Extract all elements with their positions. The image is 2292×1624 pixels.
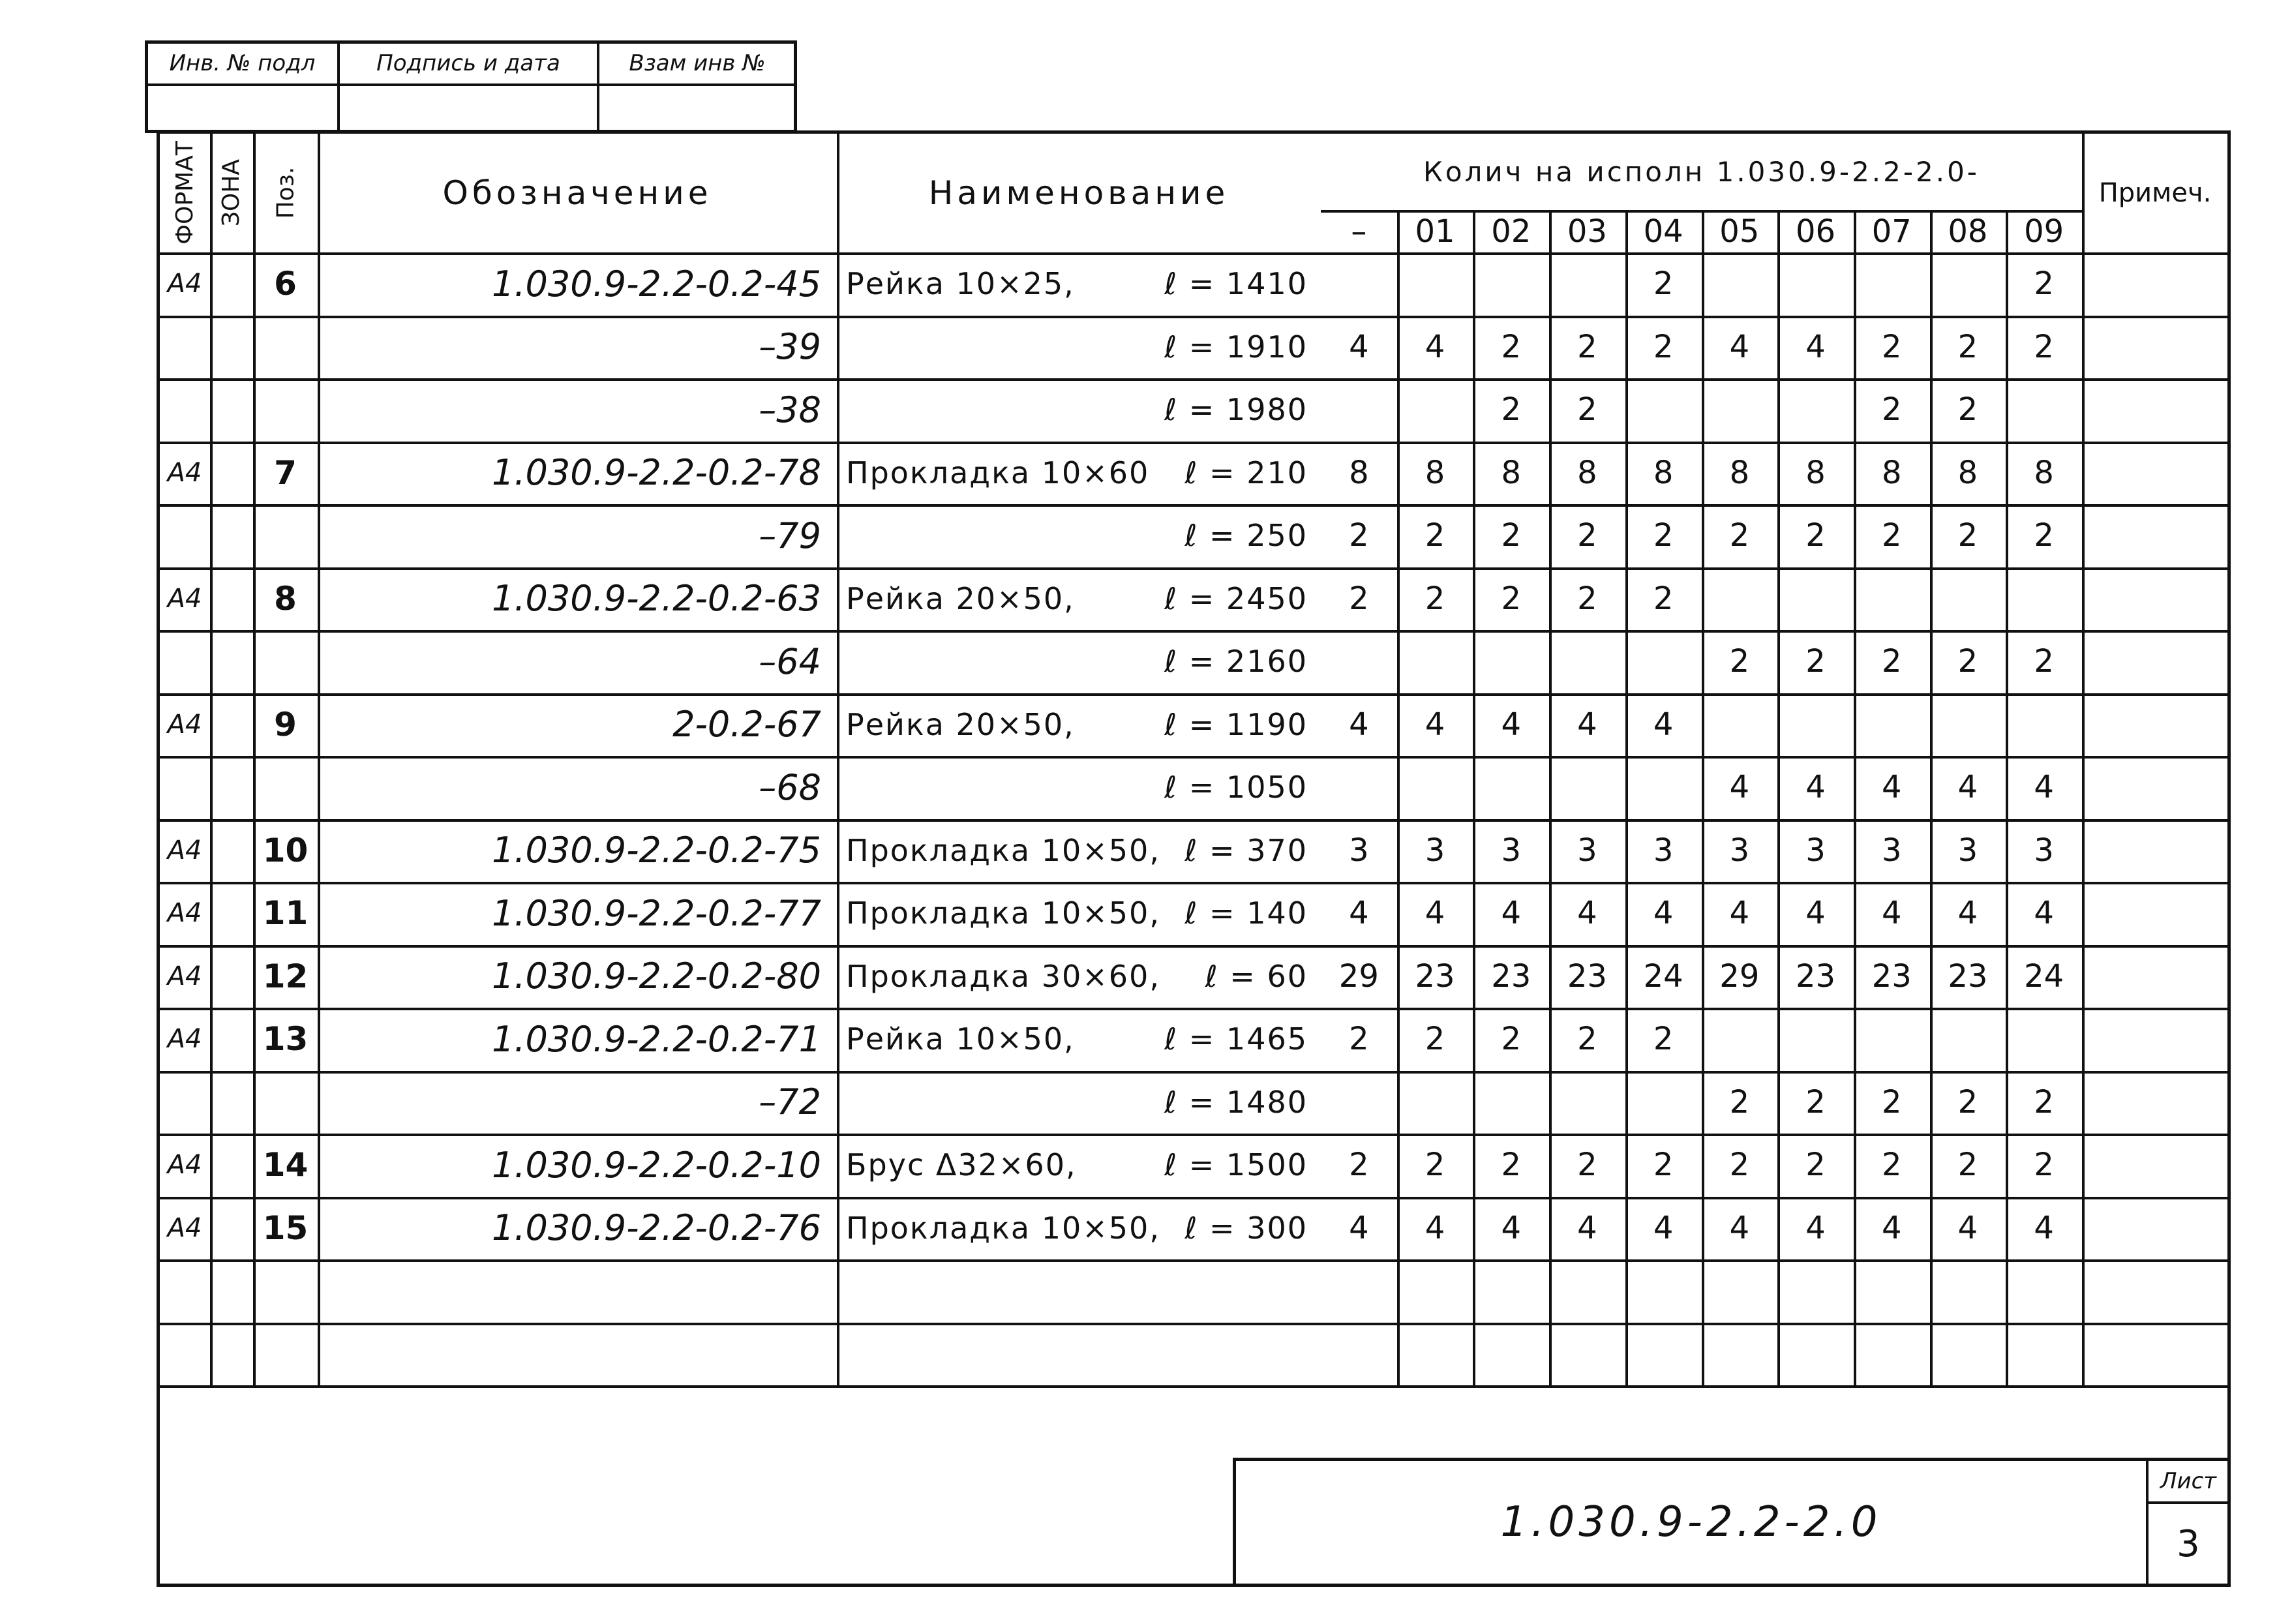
row-qty-3: 2 xyxy=(1577,391,1597,429)
row-qty-9: 4 xyxy=(2034,1209,2054,1246)
row-poz xyxy=(253,630,318,693)
row-length: ℓ = 1190 xyxy=(1164,706,1308,742)
row-format xyxy=(159,1259,210,1323)
row-qty-5 xyxy=(1702,693,1778,757)
row-poz xyxy=(253,378,318,442)
row-qty-7: 2 xyxy=(1881,328,1902,365)
stamp-divider xyxy=(145,83,797,86)
row-qty-1: 2 xyxy=(1425,1021,1445,1058)
row-qty-7: 4 xyxy=(1881,1209,1902,1246)
header-variant-5: 05 xyxy=(1719,213,1760,250)
row-qty-7: 4 xyxy=(1881,769,1902,806)
row-length: ℓ = 370 xyxy=(1184,832,1308,868)
row-qty-8 xyxy=(1930,1259,2006,1323)
row-qty-4: 2 xyxy=(1653,1147,1674,1184)
row-qty-8: 2 xyxy=(1957,1083,1978,1120)
header-poz xyxy=(253,133,318,252)
row-qty-6 xyxy=(1777,1008,1854,1071)
row-qty-5: 2 xyxy=(1729,1083,1750,1120)
row-qty-5: 4 xyxy=(1729,895,1750,932)
row-qty-7 xyxy=(1854,1323,1930,1386)
row-qty-2: 2 xyxy=(1501,580,1521,617)
row-qty-5: 2 xyxy=(1729,1147,1750,1184)
row-qty-0: 3 xyxy=(1349,832,1369,869)
row-qty-5: 3 xyxy=(1729,832,1750,869)
row-name: Рейка 20×50, xyxy=(846,706,1075,742)
row-qty-4: 2 xyxy=(1653,265,1674,303)
row-qty-9: 3 xyxy=(2034,832,2054,869)
row-qty-2 xyxy=(1473,1259,1549,1323)
row-qty-2: 2 xyxy=(1501,517,1521,554)
row-format xyxy=(159,504,210,567)
row-designation: 1.030.9-2.2-0.2-80 xyxy=(491,955,821,997)
row-qty-1: 4 xyxy=(1425,706,1445,743)
row-qty-2: 23 xyxy=(1491,957,1531,995)
header-variant-8: 08 xyxy=(1948,213,1988,250)
row-qty-0 xyxy=(1321,378,1397,442)
row-qty-2: 8 xyxy=(1501,454,1521,491)
row-designation: –79 xyxy=(759,515,821,556)
row-designation: 2-0.2-67 xyxy=(672,704,821,745)
row-qty-7: 2 xyxy=(1881,517,1902,554)
row-format: А4 xyxy=(167,1150,202,1180)
row-qty-5: 4 xyxy=(1729,769,1750,806)
row-designation: –38 xyxy=(759,389,821,430)
row-format xyxy=(159,630,210,693)
row-designation: 1.030.9-2.2-0.2-10 xyxy=(491,1144,821,1186)
row-length: ℓ = 250 xyxy=(1184,518,1308,554)
row-poz: 15 xyxy=(262,1209,309,1247)
row-qty-1 xyxy=(1397,1259,1473,1323)
row-qty-6 xyxy=(1777,567,1854,631)
row-qty-6 xyxy=(1777,378,1854,442)
row-qty-5: 4 xyxy=(1729,1209,1750,1246)
row-length: ℓ = 60 xyxy=(1205,958,1308,994)
row-qty-2 xyxy=(1473,630,1549,693)
row-poz xyxy=(253,1259,318,1323)
row-qty-7 xyxy=(1854,252,1930,316)
row-designation: 1.030.9-2.2-0.2-75 xyxy=(491,830,821,871)
row-designation: –72 xyxy=(759,1081,821,1123)
row-qty-2: 4 xyxy=(1501,895,1521,932)
row-qty-6 xyxy=(1777,252,1854,316)
row-qty-4: 3 xyxy=(1653,832,1674,869)
row-qty-9: 2 xyxy=(2034,328,2054,365)
row-qty-8: 2 xyxy=(1957,517,1978,554)
header-variant-3: 03 xyxy=(1567,213,1607,250)
row-qty-9: 2 xyxy=(2034,1083,2054,1120)
row-qty-2 xyxy=(1473,252,1549,316)
row-name: Прокладка 10×50, xyxy=(846,895,1160,931)
row-qty-7: 3 xyxy=(1881,832,1902,869)
row-length: ℓ = 1500 xyxy=(1164,1147,1308,1183)
row-qty-6: 4 xyxy=(1805,769,1826,806)
row-format: А4 xyxy=(167,898,202,929)
row-qty-1: 2 xyxy=(1425,1147,1445,1184)
row-designation: 1.030.9-2.2-0.2-45 xyxy=(491,263,821,305)
row-qty-2: 4 xyxy=(1501,706,1521,743)
header-variant-1: 01 xyxy=(1415,213,1455,250)
row-qty-0 xyxy=(1321,1071,1397,1134)
row-designation xyxy=(318,1259,837,1323)
row-qty-1: 3 xyxy=(1425,832,1445,869)
row-length: ℓ = 210 xyxy=(1184,455,1308,490)
row-qty-7: 2 xyxy=(1881,391,1902,429)
header-zona xyxy=(210,133,253,252)
row-qty-0: 29 xyxy=(1338,957,1379,995)
row-qty-8: 2 xyxy=(1957,328,1978,365)
row-qty-5: 2 xyxy=(1729,517,1750,554)
row-qty-7 xyxy=(1854,567,1930,631)
row-qty-3: 2 xyxy=(1577,1021,1597,1058)
row-poz xyxy=(253,1323,318,1386)
row-name: Прокладка 10×60 xyxy=(846,455,1150,490)
row-qty-3 xyxy=(1549,1323,1625,1386)
row-qty-2: 2 xyxy=(1501,1021,1521,1058)
row-qty-4 xyxy=(1625,1259,1702,1323)
row-qty-3: 4 xyxy=(1577,706,1597,743)
row-qty-8 xyxy=(1930,1008,2006,1071)
row-qty-2 xyxy=(1473,756,1549,819)
row-length: ℓ = 1910 xyxy=(1164,329,1308,365)
row-qty-3: 23 xyxy=(1567,957,1607,995)
row-qty-1: 2 xyxy=(1425,580,1445,617)
row-qty-5: 4 xyxy=(1729,328,1750,365)
row-qty-6: 4 xyxy=(1805,895,1826,932)
row-name: Прокладка 10×50, xyxy=(846,832,1160,868)
row-qty-7: 2 xyxy=(1881,1147,1902,1184)
row-qty-2: 2 xyxy=(1501,391,1521,429)
row-qty-0 xyxy=(1321,1259,1397,1323)
row-designation: 1.030.9-2.2-0.2-78 xyxy=(491,452,821,494)
row-qty-8 xyxy=(1930,1323,2006,1386)
row-qty-5 xyxy=(1702,1259,1778,1323)
row-qty-8: 8 xyxy=(1957,454,1978,491)
row-format: А4 xyxy=(167,835,202,865)
row-qty-1: 4 xyxy=(1425,328,1445,365)
row-qty-0: 8 xyxy=(1349,454,1369,491)
header-primech: Примеч. xyxy=(2098,177,2212,208)
row-qty-9: 2 xyxy=(2034,265,2054,303)
row-format xyxy=(159,1323,210,1386)
row-qty-5: 29 xyxy=(1719,957,1760,995)
header-poz-text: Поз. xyxy=(272,166,299,219)
row-qty-2: 2 xyxy=(1501,328,1521,365)
row-poz: 7 xyxy=(274,453,297,492)
row-qty-1: 4 xyxy=(1425,895,1445,932)
drawing-code: 1.030.9-2.2-2.0 xyxy=(1500,1498,1882,1546)
row-length: ℓ = 1980 xyxy=(1164,392,1308,428)
row-qty-0: 2 xyxy=(1349,1021,1369,1058)
row-qty-6: 2 xyxy=(1805,517,1826,554)
row-qty-3 xyxy=(1549,756,1625,819)
row-qty-9: 2 xyxy=(2034,1147,2054,1184)
row-designation: 1.030.9-2.2-0.2-71 xyxy=(491,1018,821,1060)
row-qty-8 xyxy=(1930,693,2006,757)
row-qty-5 xyxy=(1702,1008,1778,1071)
row-qty-0 xyxy=(1321,756,1397,819)
row-qty-4 xyxy=(1625,1071,1702,1134)
header-zona-text: ЗОНА xyxy=(218,158,245,227)
row-qty-3: 2 xyxy=(1577,517,1597,554)
row-qty-3 xyxy=(1549,1259,1625,1323)
row-qty-9: 4 xyxy=(2034,769,2054,806)
sheet-label: Лист xyxy=(2160,1468,2217,1494)
row-designation xyxy=(318,1323,837,1386)
row-qty-6 xyxy=(1777,1323,1854,1386)
row-qty-6: 2 xyxy=(1805,643,1826,680)
row-qty-9: 4 xyxy=(2034,895,2054,932)
row-qty-8: 2 xyxy=(1957,643,1978,680)
row-qty-9: 2 xyxy=(2034,643,2054,680)
row-qty-6: 2 xyxy=(1805,1083,1826,1120)
row-qty-0: 2 xyxy=(1349,517,1369,554)
sheet-number: 3 xyxy=(2177,1522,2200,1565)
row-format xyxy=(159,378,210,442)
row-qty-7 xyxy=(1854,693,1930,757)
row-qty-1: 23 xyxy=(1415,957,1455,995)
row-qty-4: 8 xyxy=(1653,454,1674,491)
row-qty-4: 4 xyxy=(1653,895,1674,932)
row-name: Прокладка 30×60, xyxy=(846,958,1160,994)
row-qty-5 xyxy=(1702,567,1778,631)
row-qty-4 xyxy=(1625,378,1702,442)
row-qty-9 xyxy=(2006,378,2082,442)
row-format xyxy=(159,1071,210,1134)
row-qty-3 xyxy=(1549,630,1625,693)
row-qty-2: 2 xyxy=(1501,1147,1521,1184)
row-poz: 8 xyxy=(274,579,297,618)
row-qty-0: 2 xyxy=(1349,1147,1369,1184)
row-qty-3: 2 xyxy=(1577,1147,1597,1184)
row-qty-6: 23 xyxy=(1795,957,1836,995)
row-poz: 12 xyxy=(262,957,309,995)
row-qty-8: 4 xyxy=(1957,1209,1978,1246)
header-qty-title: Колич на исполн 1.030.9-2.2-2.0- xyxy=(1423,155,1980,188)
row-qty-7: 2 xyxy=(1881,1083,1902,1120)
row-qty-8: 4 xyxy=(1957,895,1978,932)
row-qty-0 xyxy=(1321,630,1397,693)
row-qty-1 xyxy=(1397,1071,1473,1134)
row-qty-4: 2 xyxy=(1653,328,1674,365)
row-format: А4 xyxy=(167,709,202,740)
row-qty-6: 8 xyxy=(1805,454,1826,491)
row-qty-6: 2 xyxy=(1805,1147,1826,1184)
row-poz: 9 xyxy=(274,705,297,744)
row-qty-8: 4 xyxy=(1957,769,1978,806)
row-length xyxy=(1111,1259,1321,1323)
row-qty-1 xyxy=(1397,1323,1473,1386)
row-poz: 10 xyxy=(262,831,309,869)
row-designation: 1.030.9-2.2-0.2-63 xyxy=(491,578,821,620)
row-qty-2 xyxy=(1473,1071,1549,1134)
row-qty-4 xyxy=(1625,630,1702,693)
row-poz xyxy=(253,504,318,567)
row-qty-3: 8 xyxy=(1577,454,1597,491)
row-length xyxy=(1111,1323,1321,1386)
row-qty-8 xyxy=(1930,567,2006,631)
row-qty-1 xyxy=(1397,378,1473,442)
row-qty-1 xyxy=(1397,756,1473,819)
row-designation: 1.030.9-2.2-0.2-76 xyxy=(491,1207,821,1249)
row-designation: –68 xyxy=(759,766,821,808)
row-length: ℓ = 300 xyxy=(1184,1210,1308,1246)
row-qty-5 xyxy=(1702,252,1778,316)
row-qty-0 xyxy=(1321,252,1397,316)
row-qty-4: 2 xyxy=(1653,580,1674,617)
row-name: Рейка 20×50, xyxy=(846,580,1075,616)
row-poz xyxy=(253,1071,318,1134)
row-qty-0: 4 xyxy=(1349,1209,1369,1246)
row-qty-5: 2 xyxy=(1729,643,1750,680)
row-qty-7 xyxy=(1854,1259,1930,1323)
row-qty-3: 2 xyxy=(1577,328,1597,365)
header-variant-0: – xyxy=(1351,213,1367,250)
row-qty-6 xyxy=(1777,693,1854,757)
row-qty-8: 2 xyxy=(1957,1147,1978,1184)
row-length: ℓ = 1050 xyxy=(1164,770,1308,805)
row-qty-3: 2 xyxy=(1577,580,1597,617)
row-qty-6: 4 xyxy=(1805,1209,1826,1246)
row-qty-3: 4 xyxy=(1577,895,1597,932)
row-format: А4 xyxy=(167,269,202,299)
row-qty-1 xyxy=(1397,252,1473,316)
row-name: Рейка 10×50, xyxy=(846,1021,1075,1057)
row-qty-5: 8 xyxy=(1729,454,1750,491)
stamp-inv-podl-label: Инв. № подл xyxy=(169,50,316,76)
row-poz: 13 xyxy=(262,1020,309,1059)
row-qty-9: 8 xyxy=(2034,454,2054,491)
row-length: ℓ = 2450 xyxy=(1164,580,1308,616)
row-qty-1: 8 xyxy=(1425,454,1445,491)
row-qty-5 xyxy=(1702,1323,1778,1386)
row-qty-6 xyxy=(1777,1259,1854,1323)
row-qty-6: 3 xyxy=(1805,832,1826,869)
row-format xyxy=(159,316,210,379)
row-qty-4: 2 xyxy=(1653,517,1674,554)
row-format: А4 xyxy=(167,1024,202,1055)
row-format: А4 xyxy=(167,583,202,614)
row-qty-1 xyxy=(1397,630,1473,693)
row-qty-0: 4 xyxy=(1349,328,1369,365)
row-qty-0: 4 xyxy=(1349,895,1369,932)
row-length: ℓ = 1480 xyxy=(1164,1084,1308,1120)
row-qty-9: 24 xyxy=(2024,957,2064,995)
header-format-text: ФОРМАТ xyxy=(171,141,198,245)
row-designation: –39 xyxy=(759,326,821,368)
row-poz: 11 xyxy=(262,894,309,933)
row-qty-4 xyxy=(1625,756,1702,819)
header-variant-6: 06 xyxy=(1795,213,1836,250)
row-qty-1: 2 xyxy=(1425,517,1445,554)
row-qty-0: 2 xyxy=(1349,580,1369,617)
row-qty-2 xyxy=(1473,1323,1549,1386)
header-format xyxy=(159,133,210,252)
row-format: А4 xyxy=(167,1212,202,1243)
row-qty-9 xyxy=(2006,1259,2082,1323)
header-oboznachenie: Обозначение xyxy=(442,173,712,212)
row-name: Брус Δ32×60, xyxy=(846,1147,1077,1183)
row-qty-4: 4 xyxy=(1653,706,1674,743)
row-name: Прокладка 10×50, xyxy=(846,1210,1160,1246)
row-qty-7: 8 xyxy=(1881,454,1902,491)
row-qty-0: 4 xyxy=(1349,706,1369,743)
row-qty-4: 4 xyxy=(1653,1209,1674,1246)
row-qty-9 xyxy=(2006,1323,2082,1386)
row-qty-4: 2 xyxy=(1653,1021,1674,1058)
header-variant-2: 02 xyxy=(1491,213,1531,250)
row-line xyxy=(159,1385,2228,1388)
row-qty-5 xyxy=(1702,378,1778,442)
row-qty-9: 2 xyxy=(2034,517,2054,554)
row-length: ℓ = 1465 xyxy=(1164,1021,1308,1057)
row-qty-7: 4 xyxy=(1881,895,1902,932)
header-variant-7: 07 xyxy=(1871,213,1912,250)
row-qty-7: 23 xyxy=(1871,957,1912,995)
row-qty-0 xyxy=(1321,1323,1397,1386)
row-qty-3 xyxy=(1549,1071,1625,1134)
row-qty-8: 2 xyxy=(1957,391,1978,429)
header-naimenovanie: Наименование xyxy=(928,173,1229,212)
row-length: ℓ = 1410 xyxy=(1164,266,1308,302)
row-format xyxy=(159,756,210,819)
row-qty-3: 4 xyxy=(1577,1209,1597,1246)
row-qty-9 xyxy=(2006,693,2082,757)
row-qty-1: 4 xyxy=(1425,1209,1445,1246)
row-qty-8: 23 xyxy=(1948,957,1988,995)
row-qty-2: 4 xyxy=(1501,1209,1521,1246)
row-poz xyxy=(253,316,318,379)
stamp-signature-label: Подпись и дата xyxy=(376,50,560,76)
row-qty-9 xyxy=(2006,1008,2082,1071)
row-poz xyxy=(253,756,318,819)
row-qty-7 xyxy=(1854,1008,1930,1071)
row-qty-9 xyxy=(2006,567,2082,631)
stamp-vzam-label: Взам инв № xyxy=(629,50,766,76)
row-poz: 14 xyxy=(262,1146,309,1184)
row-qty-4: 24 xyxy=(1643,957,1683,995)
row-designation: –64 xyxy=(759,640,821,682)
row-format: А4 xyxy=(167,457,202,488)
row-qty-8: 3 xyxy=(1957,832,1978,869)
row-qty-2: 3 xyxy=(1501,832,1521,869)
header-variant-4: 04 xyxy=(1643,213,1683,250)
header-variant-9: 09 xyxy=(2024,213,2064,250)
row-length: ℓ = 2160 xyxy=(1164,644,1308,680)
row-qty-4 xyxy=(1625,1323,1702,1386)
row-name: Рейка 10×25, xyxy=(846,266,1075,302)
row-qty-6: 4 xyxy=(1805,328,1826,365)
row-length: ℓ = 140 xyxy=(1184,895,1308,931)
row-qty-7: 2 xyxy=(1881,643,1902,680)
row-qty-3: 3 xyxy=(1577,832,1597,869)
row-qty-8 xyxy=(1930,252,2006,316)
row-poz: 6 xyxy=(274,265,297,303)
row-designation: 1.030.9-2.2-0.2-77 xyxy=(491,892,821,934)
row-format: А4 xyxy=(167,961,202,991)
row-qty-3 xyxy=(1549,252,1625,316)
